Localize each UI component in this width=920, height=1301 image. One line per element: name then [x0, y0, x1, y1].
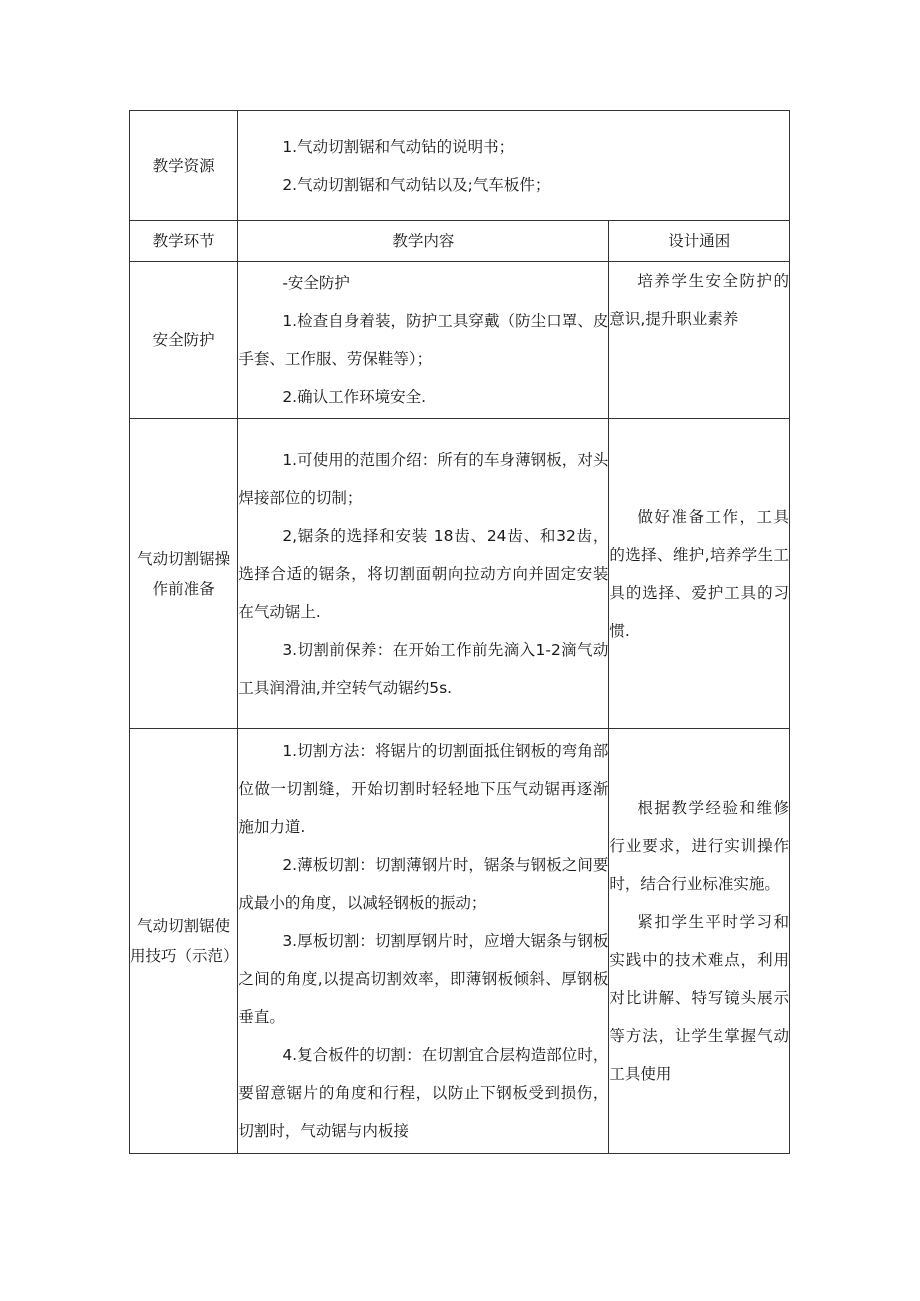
stage-label: 气动切割锯操作前准备 — [130, 419, 238, 729]
design-paragraph: 紧扣学生平时学习和实践中的技术难点，利用对比讲解、特写镜头展示等方法，让学生掌握气动工具使用 — [609, 913, 789, 1083]
resources-row — [130, 111, 790, 221]
design-paragraph: 做好准备工作，工具的选择、维护,培养学生工具的选择、爱护工具的习惯. — [609, 507, 789, 640]
design-paragraph: 培养学生安全防护的意识,提升职业素养 — [609, 272, 789, 328]
content-paragraph: 1.检查自身着装，防护工具穿戴（防尘口罩、皮手套、工作服、劳保鞋等）； — [238, 312, 609, 368]
stage-content — [238, 419, 609, 729]
resources-content — [238, 111, 790, 221]
content-paragraph: 2.确认工作环境安全. — [282, 388, 427, 406]
content-paragraph: 3.厚板切割：切割厚钢片时，应增大锯条与钢板之间的角度,以提高切割效率，即薄钢板倾斜、厚钢板垂直。 — [238, 932, 609, 1026]
header-design: 设计通困 — [609, 221, 790, 262]
design-intent — [609, 262, 790, 419]
header-row — [130, 221, 790, 262]
content-paragraph: 1.切割方法：将锯片的切割面抵住钢板的弯角部位做一切割缝，开始切割时轻轻地下压气动锯再逐渐施加力道. — [238, 742, 609, 836]
table-row — [130, 419, 790, 729]
header-content: 教学内容 — [238, 221, 609, 262]
stage-content — [238, 262, 609, 419]
stage-label: 气动切割锯使用技巧（示范） — [130, 729, 238, 1154]
content-paragraph: 1.可使用的范围介绍：所有的车身薄钢板，对头焊接部位的切制； — [238, 450, 609, 507]
content-paragraph: 3.切割前保养：在开始工作前先滴入1-2滴气动工具润滑油,并空转气动锯约5s. — [238, 640, 609, 697]
lesson-plan-table — [129, 110, 790, 1154]
resources-item: 1.气动切割锯和气动钻的说明书； — [282, 137, 515, 156]
content-paragraph: 2,锯条的选择和安装 18齿、24齿、和32齿，选择合适的锯条，将切割面朝向拉动方向并固定安装在气动锯上. — [238, 526, 609, 621]
design-intent — [609, 729, 790, 1154]
design-intent — [609, 419, 790, 729]
header-stage: 教学环节 — [130, 221, 238, 262]
stage-label: 安全防护 — [130, 262, 238, 419]
table-row — [130, 262, 790, 419]
content-paragraph: 2.薄板切割：切割薄钢片时，锯条与钢板之间要成最小的角度，以减轻钢板的振动； — [238, 856, 609, 912]
table-row — [130, 729, 790, 1154]
content-paragraph: 4.复合板件的切割：在切割宜合层构造部位时，要留意锯片的角度和行程，以防止下钢板受到损伤，切割时，气动锯与内板接 — [238, 1046, 609, 1140]
resources-item: 2.气动切割锯和气动钻以及;气车板件； — [282, 175, 551, 194]
design-paragraph: 根据教学经验和维修行业要求，进行实训操作时，结合行业标准实施。 — [609, 799, 789, 893]
resources-label: 教学资源 — [130, 111, 238, 221]
content-paragraph: -安全防护 — [282, 274, 350, 292]
stage-content — [238, 729, 609, 1154]
